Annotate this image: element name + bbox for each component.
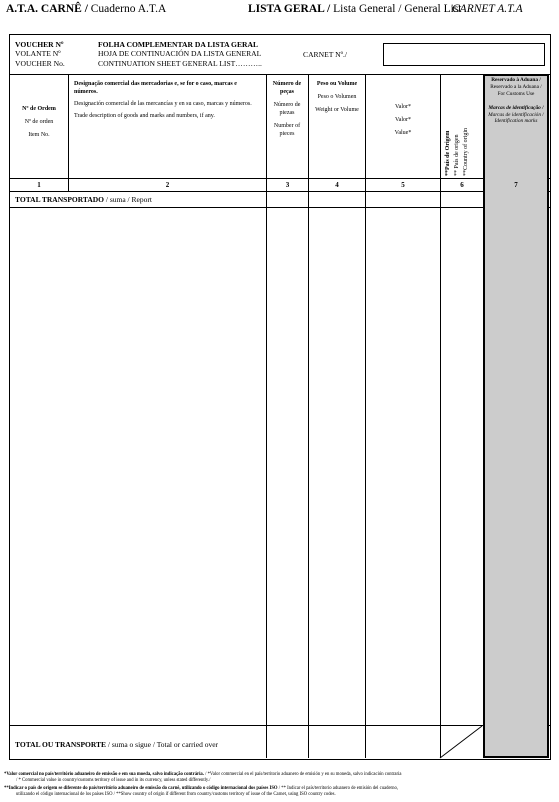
col2-en: Trade description of goods and marks and numbers, if any.	[74, 113, 215, 120]
colnum-top-rule	[9, 178, 551, 179]
total-transported-rest: / suma / Report	[104, 195, 152, 204]
carnet-title	[6, 3, 166, 15]
col3-es: Número de piezas	[273, 102, 301, 117]
list-title-rest: Lista General / General List	[330, 3, 462, 15]
footnote-origin-cont: utilizando el código internacional de los países ISO / **Show country of origin if different from country/customs territory of issue of the Carnet, using ISO country codes.	[16, 792, 336, 798]
carnet-ata-label: CARNET A.T.A	[452, 3, 523, 15]
col7-pt: Reservado à Aduana /	[491, 77, 541, 83]
col7-en: For Customs Use	[497, 90, 535, 97]
col5-es: Valor*	[395, 117, 411, 124]
col6-es: ** País de origen	[453, 134, 460, 176]
continuation-title-es: HOJA DE CONTINUACIÓN DA LISTA GENERAL	[98, 49, 262, 59]
voucher-label-en: VOUCHER No.	[15, 58, 65, 68]
total-transported-bold: TOTAL TRANSPORTADO	[15, 195, 104, 204]
footnote-value-rest: / *Valor commercial en el país/territorio aduanero de emisión y en su moneda, salvo indicación contraria	[203, 772, 402, 777]
footnote-origin	[4, 786, 398, 799]
col4-header	[312, 80, 362, 114]
carnet-title-rest: Cuaderno A.T.A	[87, 3, 167, 15]
footnote-origin-rest: / ** Indicar el país/territorio aduanero de emisión del cuaderno,	[277, 786, 398, 791]
col1-rule	[68, 74, 69, 191]
origin-total-strike	[430, 725, 484, 759]
col-number-7: 7	[514, 181, 518, 189]
header-top-rule	[9, 74, 551, 75]
col1-es: Nº de orden	[24, 119, 54, 126]
col-number-3: 3	[285, 181, 290, 189]
col3-header	[268, 80, 306, 139]
voucher-labels	[15, 40, 65, 68]
col2-pt: Designação comercial das mercadorias e, se for o caso, marcas e números.	[74, 81, 237, 96]
col4-en: Weight or Volume	[315, 107, 359, 114]
continuation-title-pt: FOLHA COMPLEMENTAR DA LISTA GERAL	[98, 40, 259, 49]
footnote-value-cont: / * Commercial value in country/customs territory of issue and in its currency, unless stated differently./	[16, 778, 211, 784]
total-carried-rest: / suma o sigue / Total or carried over	[106, 740, 219, 749]
col2-rule	[266, 74, 267, 758]
col-number-6: 6	[460, 181, 464, 189]
col-number-1: 1	[37, 181, 41, 189]
col4-rule	[365, 74, 366, 758]
list-title-bold: LISTA GERAL /	[248, 3, 331, 15]
col6-en: **Country of origin	[462, 128, 469, 176]
col-number-5: 5	[401, 181, 405, 189]
col1-header	[10, 105, 68, 139]
carnet-number-field[interactable]	[383, 43, 545, 66]
col6-pt: **País de Origem	[445, 130, 451, 176]
col4-es: Peso o Volumen	[317, 94, 357, 101]
col5-pt: Valor*	[395, 104, 411, 110]
col3-en: Number of pieces	[273, 123, 301, 138]
col7-marks-pt: Marcas de identificação /	[488, 104, 544, 111]
col1-pt: Nº de Ordem	[22, 106, 56, 112]
continuation-sheet-title	[98, 40, 262, 68]
footnote-value-bold: *Valor comercial no país/território aduaneiro de emissão e em sua moeda, salvo indicação contrária.	[4, 772, 204, 777]
col2-header	[74, 80, 262, 120]
col-number-2: 2	[165, 181, 170, 189]
col7-marks-es: Marcas de identificación /	[488, 111, 544, 118]
continuation-title-en: CONTINUATION SHEET GENERAL LIST………..	[98, 58, 262, 68]
col3-rule	[308, 74, 309, 758]
footnote-origin-bold: **Indicar o país de origem se diferente do país/território aduaneiro de emissão do carnê, utilizando o código internacional dos países ISO	[4, 786, 278, 791]
carnet-number-label: CARNET Nº./	[303, 50, 347, 59]
col3-pt: Número de peças	[272, 81, 302, 96]
carnet-title-bold: A.T.A. CARNÊ /	[6, 3, 88, 15]
transported-row-rule	[9, 207, 551, 208]
customs-use-column	[483, 74, 549, 758]
colnum-bottom-rule	[9, 191, 551, 192]
col7-es: Reservado a la Aduana /	[490, 83, 542, 90]
list-title	[248, 3, 462, 15]
col5-en: Value*	[394, 130, 412, 137]
col7-marks-en: Identification marks	[494, 118, 538, 125]
total-carried-bold: TOTAL OU TRANSPORTE	[15, 740, 107, 749]
footnote-value	[4, 772, 401, 785]
col7-header	[485, 77, 547, 125]
total-carried-label	[15, 740, 218, 749]
col6-header	[445, 92, 470, 176]
col5-rule	[440, 74, 441, 758]
col-number-4: 4	[335, 181, 339, 189]
voucher-label-es: VOLANTE Nº	[15, 49, 61, 59]
col2-es: Designación comercial de las mercancías y en su caso, marcas y números.	[74, 101, 252, 108]
col1-en: Item No.	[28, 132, 50, 139]
col4-pt: Peso ou Volume	[316, 81, 358, 87]
voucher-label-pt: VOUCHER Nº	[15, 40, 64, 49]
total-transported-label	[15, 195, 152, 204]
col5-header	[368, 103, 438, 137]
